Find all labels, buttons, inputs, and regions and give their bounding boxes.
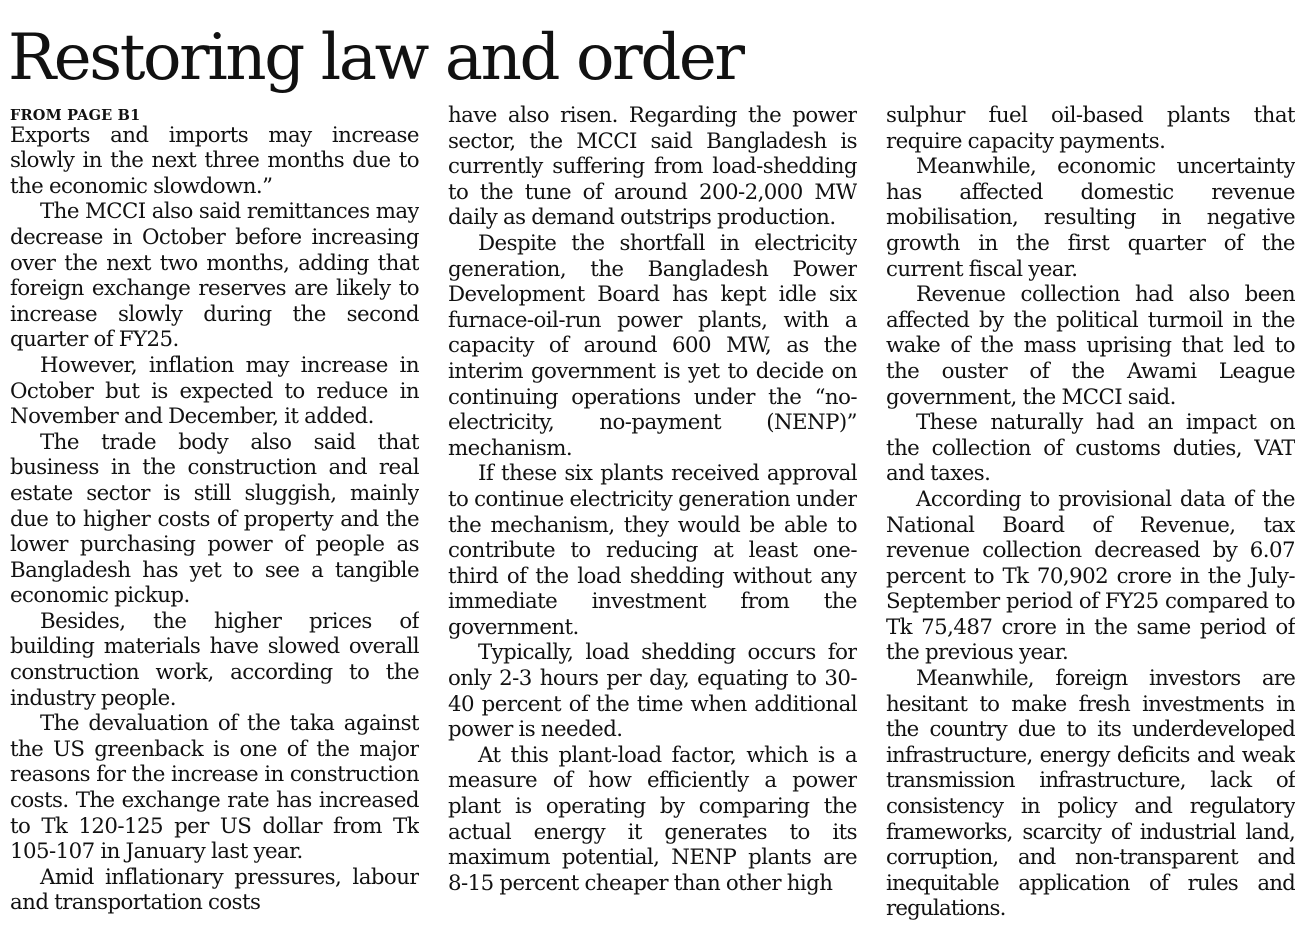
paragraph: At this plant-load factor, which is a measure of how efficiently a power plant is operating by comparing the actual energy it generates to its maximum potential, NENP plants are 8-15 percent cheaper than other high (448, 742, 857, 896)
paragraph: The MCCI also said remittances may decrease in October before increasing over the next two months, adding that foreign exchange reserves are likely to increase slowly during the second quarter of FY25. (10, 199, 419, 353)
article-column-2 (448, 103, 857, 925)
paragraph: The devaluation of the taka against the US greenback is one of the major reasons for the increase in construction costs. The exchange rate has increased to Tk 120-125 per US dollar from Tk 105-107 in January last year. (10, 711, 419, 865)
article-column-3 (886, 103, 1295, 925)
paragraph: The trade body also said that business in the construction and real estate sector is still sluggish, mainly due to higher costs of property and the lower purchasing power of people as Bangladesh has yet to see a tangible economic pickup. (10, 429, 419, 609)
paragraph: Besides, the higher prices of building materials have slowed overall construction work, according to the industry people. (10, 608, 419, 711)
paragraph: Revenue collection had also been affected by the political turmoil in the wake of the mass uprising that led to the ouster of the Awami League government, the MCCI said. (886, 282, 1295, 410)
continuation-kicker: FROM PAGE B1 (10, 107, 141, 124)
headline: Restoring law and order (8, 21, 743, 95)
paragraph: However, inflation may increase in October but is expected to reduce in November and December, it added. (10, 352, 419, 430)
paragraph: have also risen. Regarding the power sector, the MCCI said Bangladesh is currently suffering from load-shedding to the tune of around 200-2,000 MW daily as demand outstrips production. (448, 103, 857, 231)
paragraph: Meanwhile, economic uncertainty has affected domestic revenue mobilisation, resulting in negative growth in the first quarter of the current fiscal year. (886, 154, 1295, 282)
paragraph: Exports and imports may increase slowly in the next three months due to the economic slowdown.” (10, 122, 419, 199)
paragraph: If these six plants received approval to continue electricity generation under the mechanism, they would be able to contribute to reducing at least one-third of the load shedding without any immediate investment from the government. (448, 461, 857, 640)
paragraph: Meanwhile, foreign investors are hesitant to make fresh investments in the country due to its underdeveloped infrastructure, energy deficits and weak transmission infrastructure, lack of consistency in policy and regulatory frameworks, scarcity of industrial land, corruption, and non-transparent and inequitable application of rules and regulations. (886, 666, 1295, 922)
paragraph: According to provisional data of the National Board of Revenue, tax revenue collection decreased by 6.07 percent to Tk 70,902 crore in the July-September period of FY25 compared to Tk 75,487 crore in the same period of the previous year. (886, 486, 1295, 666)
paragraph: sulphur fuel oil-based plants that require capacity payments. (886, 103, 1295, 154)
paragraph: Despite the shortfall in electricity generation, the Bangladesh Power Development Board has kept idle six furnace-oil-run power plants, with a capacity of around 600 MW, as the interim government is yet to decide on continuing operations under the “no-electricity, no-payment (NENP)” mechanism. (448, 230, 857, 461)
paragraph: Typically, load shedding occurs for only 2-3 hours per day, equating to 30-40 percent of the time when additional power is needed. (448, 640, 857, 743)
article-column-1 (10, 103, 419, 925)
paragraph: These naturally had an impact on the collection of customs duties, VAT and taxes. (886, 410, 1295, 487)
paragraph: Amid inflationary pressures, labour and transportation costs (10, 864, 419, 916)
